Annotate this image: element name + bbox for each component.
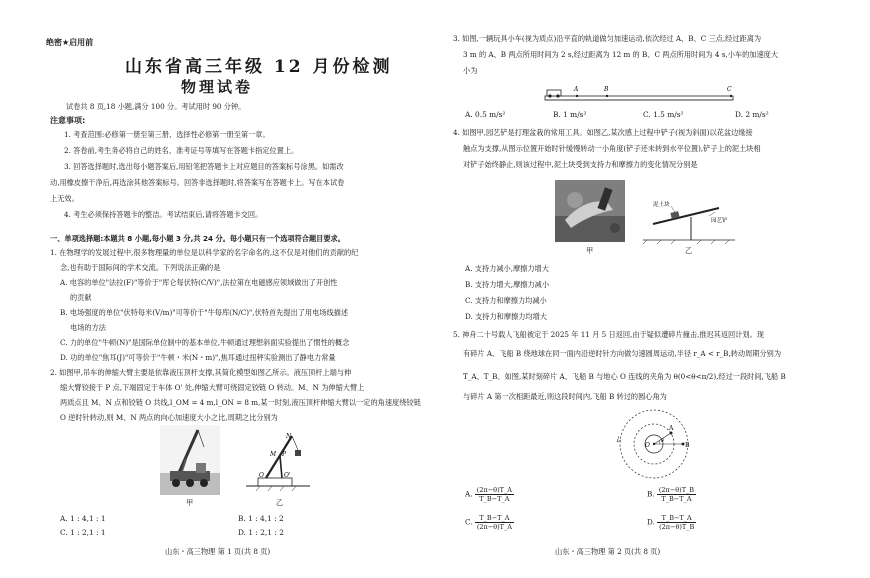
notice-line: 3. 回答选择题时,选出每小题答案后,用铅笔把答题卡上对应题目的答案标号涂黑。如需改 — [64, 162, 344, 171]
q3-stem: 小为 — [463, 66, 478, 75]
q2-option-c: C. 1 : 2,1 : 1 — [60, 528, 106, 537]
q1-option-a: A. 电容的单位"法拉(F)"等价于"库仑每伏特(C/V)",法拉第在电磁感应领域做出了开创性 — [60, 278, 338, 287]
trowel-slope-diagram — [641, 198, 737, 244]
notice-line: 2. 答卷前,考生务必将自己的姓名、准考证号等填写在答题卡指定位置上。 — [64, 146, 299, 155]
q2-option-d: D. 1 : 2,1 : 2 — [238, 528, 284, 537]
q5-option-a: A. $\frac{(2\pi-\theta)T\_A}{T\_B-T\_A}$ — [465, 486, 512, 503]
q4-note-soil: 泥土块 — [653, 202, 670, 208]
q2-fig-label-yi: 乙 — [276, 498, 284, 507]
notice-line: 上无效。 — [50, 194, 79, 203]
q3-point-b: B — [604, 86, 609, 93]
track-diagram — [543, 80, 735, 104]
notice-line: 4. 考生必须保持答题卡的整洁。考试结束后,请将答题卡交回。 — [64, 210, 263, 219]
notice-line: 动,用橡皮擦干净后,再选涂其他答案标号。回答非选择题时,将答案写在答题卡上。写在本试卷 — [50, 178, 345, 187]
q3-option-c: C. 1.5 m/s² — [643, 110, 684, 119]
notice-heading: 注意事项: — [50, 116, 86, 125]
page-footer: 山东・高三物理 第 2 页(共 8 页) — [555, 547, 661, 556]
q1-stem: 1. 在物理学的发展过程中,很多物理量的单位是以科学家的名字命名的,这不仅是对他们的贡献的纪 — [50, 248, 359, 257]
crane-photo — [160, 425, 220, 495]
q2-point-o-prime: O' — [284, 472, 291, 479]
q2-point-p: P — [282, 451, 287, 458]
q2-stem: 缩大臂铰接于 P 点,下端固定于车体 O' 处,伸缩大臂可绕固定铰链 O 转动。M、N 为伸缩大臂上 — [60, 383, 365, 392]
q3-option-b: B. 1 m/s² — [553, 110, 587, 119]
confidential-mark: 绝密★启用前 — [46, 38, 94, 47]
q5-option-b: B. $\frac{(2\pi-\theta)T\_B}{T\_B-T\_A}$ — [647, 486, 695, 503]
q1-option-b: B. 电场强度的单位"伏特每米(V/m)"可等价于"牛每库(N/C)",伏特首先提出了用电场线描述 — [60, 308, 349, 317]
q4-option-a: A. 支持力减小,摩擦力增大 — [465, 264, 549, 273]
q3-point-a: A — [574, 86, 579, 93]
q4-option-b: B. 支持力增大,摩擦力减小 — [465, 280, 550, 289]
q1-option-c: C. 力的单位"牛顿(N)"是国际单位制中的基本单位,牛顿通过理想斜面实验提出了惯性的概念 — [60, 338, 350, 347]
q5-option-d: D. $\frac{T\_B-T\_A}{(2\pi-\theta)T\_B}$ — [647, 514, 695, 531]
page-footer: 山东・高三物理 第 1 页(共 8 页) — [165, 547, 271, 556]
q3-stem: 3 m 的 A、B 两点所用时间为 2 s,经过距离为 12 m 的 B、C 两点所用时间为 4 s,小车的加速度大 — [463, 50, 779, 59]
q2-point-o: O — [259, 472, 264, 479]
q3-point-c: C — [727, 86, 732, 93]
q5-option-c: C. $\frac{T\_B-T\_A}{(2\pi-\theta)T\_A}$ — [465, 514, 512, 531]
exam-subject: 物理试卷 — [181, 78, 254, 96]
section-heading: 一、单项选择题:本题共 8 小题,每小题 3 分,共 24 分。每小题只有一个选项符合题目要求。 — [50, 234, 345, 243]
q2-option-b: B. 1 : 4,1 : 2 — [238, 514, 284, 523]
q4-stem: 4. 如图甲,园艺铲是打理盆栽的常用工具。如图乙,某次感上过程中铲子(视为斜面)以花盆边缘接 — [453, 128, 753, 137]
notice-line: 1. 考查范围:必修第一册至第三册、选择性必修第一册至第一章。 — [64, 130, 270, 139]
q5-stem: 与碎片 A 第一次相距最近,则这段时间内,飞船 B 转过的圆心角为 — [463, 392, 667, 401]
q4-stem: 触点为支撑,从图示位置开始时针缓慢转动一小角度(铲子还未转到水平位置),铲子上的泥土块相 — [463, 144, 761, 153]
q5-point-o: O — [645, 442, 650, 449]
q2-stem: 2. 如图甲,吊车的伸缩大臂主要是依靠液压顶杆支撑,其简化模型如图乙所示。液压顶杆上端与伸 — [50, 368, 352, 377]
q4-note-trowel: 园艺铲 — [711, 218, 728, 224]
q3-stem: 3. 如图,一辆玩具小车(视为质点)沿平直的轨道做匀加速运动,依次经过 A、B、C 三点,经过距离为 — [453, 34, 762, 43]
orbit-diagram — [613, 406, 695, 482]
q3-option-a: A. 0.5 m/s² — [465, 110, 506, 119]
q5-angle-theta: θ — [661, 439, 664, 444]
q2-stem: 两质点且 M、N 点和铰链 O 共线,l_OM = 4 m,l_ON = 8 m,某一时刻,液压顶杆伸缩大臂以一定的角速度绕铰链 — [60, 398, 421, 407]
crane-model-diagram — [242, 428, 314, 494]
q2-option-a: A. 1 : 4,1 : 1 — [60, 514, 106, 523]
q2-stem: O 逆时针转动,则 M、N 两点的向心加速度大小之比,周期之比分别为 — [60, 413, 278, 422]
q4-option-c: C. 支持力和摩擦力均减小 — [465, 296, 547, 305]
q2-point-n: N — [286, 433, 292, 440]
q4-fig-label-yi: 乙 — [685, 246, 693, 255]
q5-point-a: A — [669, 425, 674, 432]
q5-point-b: B — [685, 442, 690, 449]
exam-intro: 试卷共 8 页,18 小题,满分 100 分。考试用时 90 分钟。 — [66, 102, 246, 111]
q1-option-a-cont: 的贡献 — [70, 293, 92, 302]
q4-option-d: D. 支持力和摩擦力均增大 — [465, 312, 547, 321]
garden-trowel-photo — [555, 180, 625, 242]
q3-option-d: D. 2 m/s² — [735, 110, 769, 119]
exam-title: 山东省高三年级 12 月份检测 — [125, 57, 393, 77]
q2-fig-label-jia: 甲 — [186, 498, 194, 507]
q4-stem: 对铲子始终静止,则该过程中,泥土块受到支持力和摩擦力的变化情况分别是 — [463, 160, 698, 169]
exam-page-2 — [435, 0, 870, 578]
q2-point-m: M — [270, 451, 277, 458]
q1-option-b-cont: 电场的方法 — [70, 323, 106, 332]
q1-stem: 念,也有助于国际间的学术交流。下列说法正确的是 — [60, 263, 221, 272]
q5-stem: T_A、T_B。如图,某时刻碎片 A、飞船 B 与地心 O 连线的夹角为 θ(0<θ<π/2),经过一段时间,飞船 B — [463, 372, 786, 381]
q1-option-d: D. 功的单位"焦耳(J)"可等价于"牛顿・米(N・m)",焦耳通过扭秤实验测出了静电力常量 — [60, 353, 336, 362]
q5-stem: 5. 神舟二十号载人飞船被定于 2025 年 11 月 5 日返回,由于疑似遭碎片撞击,推迟其返回计划。现 — [453, 330, 764, 339]
q5-stem: 有碎片 A、飞船 B 绕地球在同一面内沿逆时针方向做匀速圆周运动,半径 r_A < r_B,转动周期分别为 — [463, 349, 782, 358]
q4-fig-label-jia: 甲 — [586, 246, 594, 255]
